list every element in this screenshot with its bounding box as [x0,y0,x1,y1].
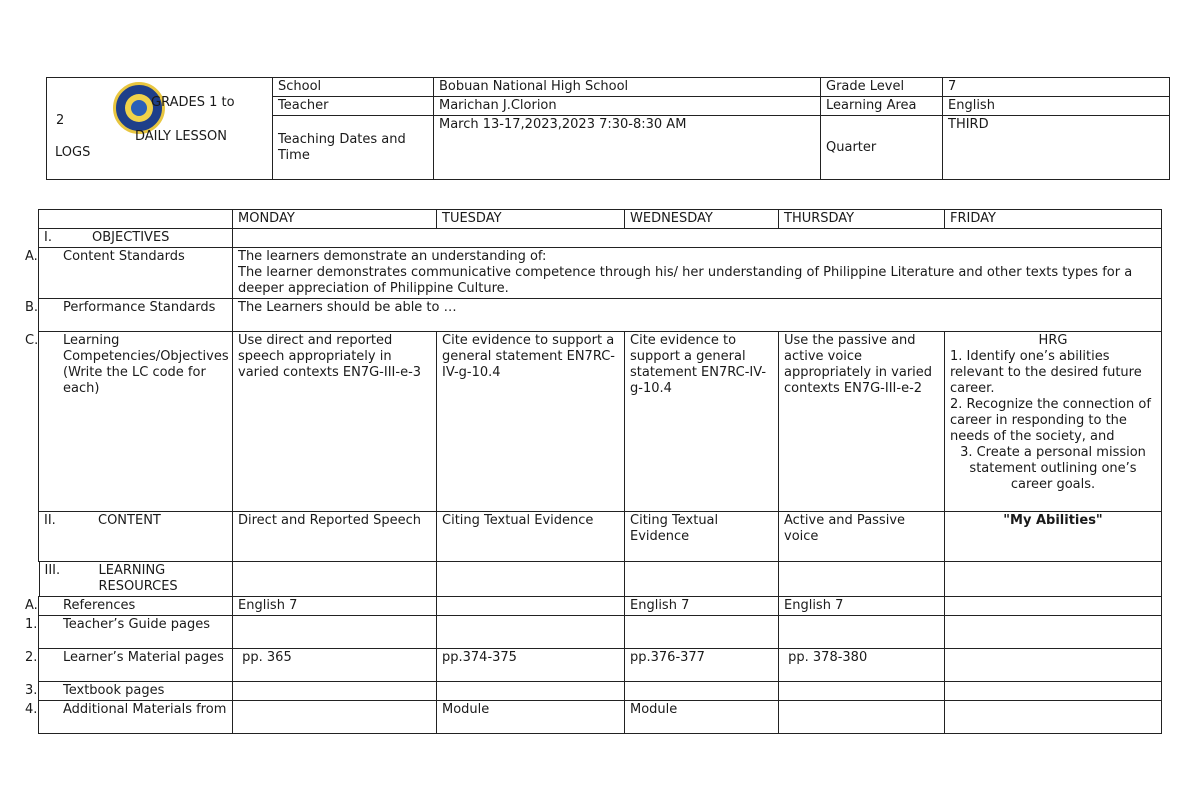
grade-level-value: 7 [943,78,1170,97]
daily-lesson-label: DAILY LESSON [135,129,228,144]
learning-resources-row [39,562,1162,597]
objectives-number: I. [44,230,52,245]
competencies-number: C. [25,333,39,348]
day-monday: MONDAY [233,210,437,229]
competency-tuesday: Cite evidence to support a general statement EN7RC-IV-g-10.4 [437,332,625,512]
teachers-guide-row [39,616,1162,649]
quarter-label: Quarter [821,116,943,180]
competency-friday [945,332,1162,512]
lesson-table [25,209,1162,734]
competency-friday-item-1: 1. Identify one’s abilities relevant to the desired future career. [950,349,1142,396]
learners-material-row [39,649,1162,682]
textbook-number: 3. [25,683,38,698]
teacher-label: Teacher [273,97,434,116]
day-tuesday: TUESDAY [437,210,625,229]
content-heading: CONTENT [98,513,161,528]
content-standards-text: The learner demonstrates communicative competence through his/ her understanding of Philippine Literature and other texts types for a deeper appreciation of Philippine Culture. [238,265,1133,296]
teacher-value: Marichan J.Clorion [434,97,821,116]
references-monday: English 7 [233,597,437,616]
additional-materials-wednesday: Module [625,701,779,734]
content-tuesday: Citing Textual Evidence [437,512,625,562]
competency-wednesday: Cite evidence to support a general statement EN7RC-IV-g-10.4 [625,332,779,512]
school-value: Bobuan National High School [434,78,821,97]
competencies-label: Learning Competencies/Objectives (Write the LC code for each) [63,333,229,396]
grades-number: 2 [56,113,65,128]
content-standards-row [39,248,1162,299]
learners-material-number: 2. [25,650,38,665]
performance-standards-text: The Learners should be able to … [233,299,1162,332]
grades-label: GRADES 1 to [151,95,235,110]
learners-material-thursday: pp. 378-380 [779,649,945,682]
textbook-label: Textbook pages [63,683,165,698]
content-number: II. [44,513,56,528]
performance-standards-number: B. [25,300,39,315]
logs-label: LOGS [55,145,91,160]
grade-level-label: Grade Level [821,78,943,97]
objectives-row [39,229,1162,248]
day-friday: FRIDAY [945,210,1162,229]
teachers-guide-label: Teacher’s Guide pages [63,617,211,632]
references-thursday: English 7 [779,597,945,616]
competency-thursday: Use the passive and active voice appropriately in varied contexts EN7G-III-e-2 [779,332,945,512]
content-monday: Direct and Reported Speech [233,512,437,562]
teachers-guide-number: 1. [25,617,38,632]
competencies-row [39,332,1162,512]
references-number: A. [25,598,38,613]
content-friday: "My Abilities" [945,512,1162,562]
references-wednesday: English 7 [625,597,779,616]
content-standards-number: A. [25,249,38,264]
learners-material-monday: pp. 365 [233,649,437,682]
content-standards-intro: The learners demonstrate an understanding of: [238,249,547,264]
competency-friday-item-3: 3. Create a personal mission statement outlining one’s career goals. [960,445,1146,492]
learning-area-value: English [943,97,1170,116]
competency-monday: Use direct and reported speech appropriately in varied contexts EN7G-III-e-3 [233,332,437,512]
teaching-dates-value: March 13-17,2023,2023 7:30-8:30 AM [434,116,821,180]
day-wednesday: WEDNESDAY [625,210,779,229]
performance-standards-row [39,299,1162,332]
teaching-dates-label: Teaching Dates and Time [273,116,434,180]
school-label: School [273,78,434,97]
additional-materials-number: 4. [25,702,38,717]
additional-materials-row [39,701,1162,734]
learners-material-wednesday: pp.376-377 [625,649,779,682]
days-row [39,210,1162,229]
content-wednesday: Citing Textual Evidence [625,512,779,562]
learning-resources-number: III. [44,563,61,578]
competency-friday-item-2: 2. Recognize the connection of career in responding to the needs of the society, and [950,397,1151,444]
content-thursday: Active and Passive voice [779,512,945,562]
competency-friday-title: HRG [1038,333,1068,348]
learning-resources-heading: LEARNING RESOURCES [98,563,178,594]
learners-material-tuesday: pp.374-375 [437,649,625,682]
references-label: References [63,598,136,613]
textbook-row [39,682,1162,701]
references-row [39,597,1162,616]
learners-material-label: Learner’s Material pages [63,650,224,665]
quarter-value: THIRD [943,116,1170,180]
day-thursday: THURSDAY [779,210,945,229]
content-row [39,512,1162,562]
additional-materials-tuesday: Module [437,701,625,734]
learning-area-label: Learning Area [821,97,943,116]
logo-cell [47,78,273,180]
additional-materials-label: Additional Materials from [63,702,227,717]
header-table [46,77,1170,180]
performance-standards-label: Performance Standards [63,300,216,315]
objectives-heading: OBJECTIVES [92,230,170,245]
content-standards-label: Content Standards [63,249,185,264]
